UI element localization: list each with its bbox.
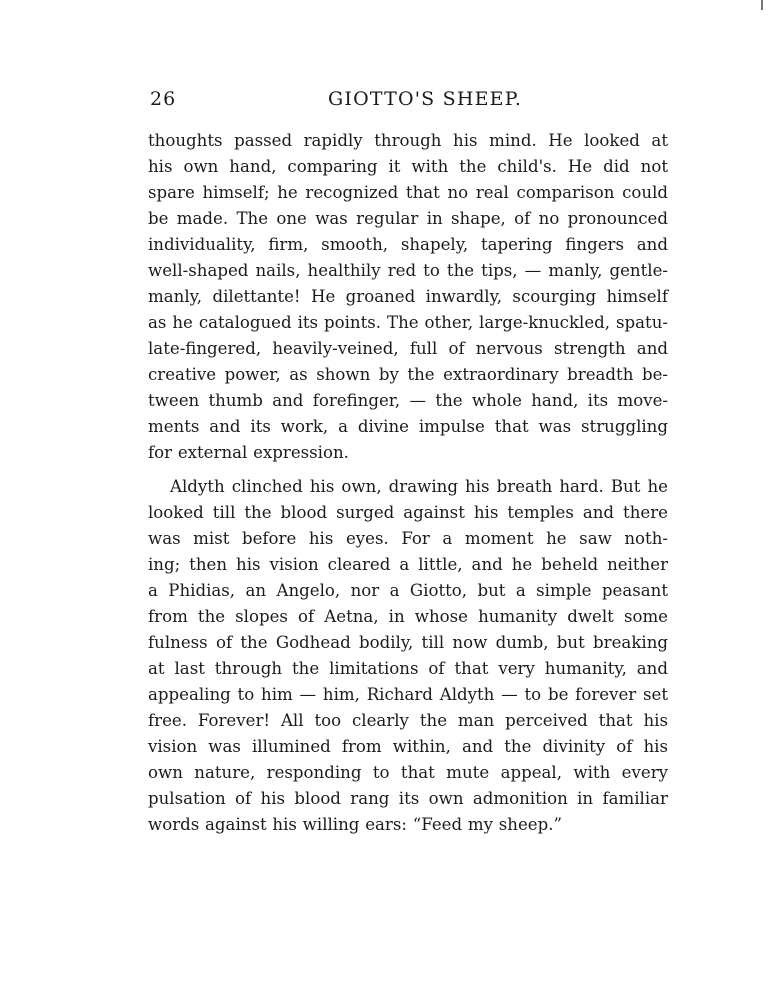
text-line: a Phidias, an Angelo, nor a Giotto, but a simple peasant [148,581,668,600]
text-line: creative power, as shown by the extraordinary breadth be- [148,365,668,384]
text-line: as he catalogued its points. The other, large-knuckled, spatu- [148,313,668,332]
body-text [148,128,668,838]
running-title: GIOTTO'S SHEEP. [328,88,523,110]
text-line: ments and its work, a divine impulse that was struggling [148,417,668,436]
text-line: appealing to him — him, Richard Aldyth — to be forever set [148,685,668,704]
text-line: from the slopes of Aetna, in whose humanity dwelt some [148,607,668,626]
page-number: 26 [150,88,177,110]
text-line: Aldyth clinched his own, drawing his breath hard. But he [170,477,668,496]
text-line: his own hand, comparing it with the child's. He did not [148,157,668,176]
paragraph-gap [148,466,668,474]
text-line: fulness of the Godhead bodily, till now dumb, but breaking [148,633,668,652]
text-line: looked till the blood surged against his temples and there [148,503,668,522]
text-line: well-shaped nails, healthily red to the tips, — manly, gentle- [148,261,668,280]
paragraph-1 [148,128,668,466]
text-line: was mist before his eyes. For a moment he saw noth- [148,529,668,548]
text-line: tween thumb and forefinger, — the whole hand, its move- [148,391,668,410]
text-line: free. Forever! All too clearly the man perceived that his [148,711,668,730]
text-line: spare himself; he recognized that no real comparison could [148,183,668,202]
text-line: late-fingered, heavily-veined, full of nervous strength and [148,339,668,358]
text-line: ing; then his vision cleared a little, and he beheld neither [148,555,668,574]
text-line: pulsation of his blood rang its own admonition in familiar [148,789,668,808]
text-line: individuality, firm, smooth, shapely, tapering fingers and [148,235,668,254]
text-line: own nature, responding to that mute appeal, with every [148,763,668,782]
text-line: for external expression. [148,443,349,462]
text-line: vision was illumined from within, and the divinity of his [148,737,668,756]
text-line: words against his willing ears: “Feed my sheep.” [148,815,562,834]
text-line: manly, dilettante! He groaned inwardly, scourging himself [148,287,668,306]
running-header [150,88,670,118]
paragraph-2 [148,474,668,838]
text-line: at last through the limitations of that very humanity, and [148,659,668,678]
text-line: be made. The one was regular in shape, of no pronounced [148,209,668,228]
text-line: thoughts passed rapidly through his mind. He looked at [148,131,668,150]
scan-artifact-mark [761,0,763,10]
